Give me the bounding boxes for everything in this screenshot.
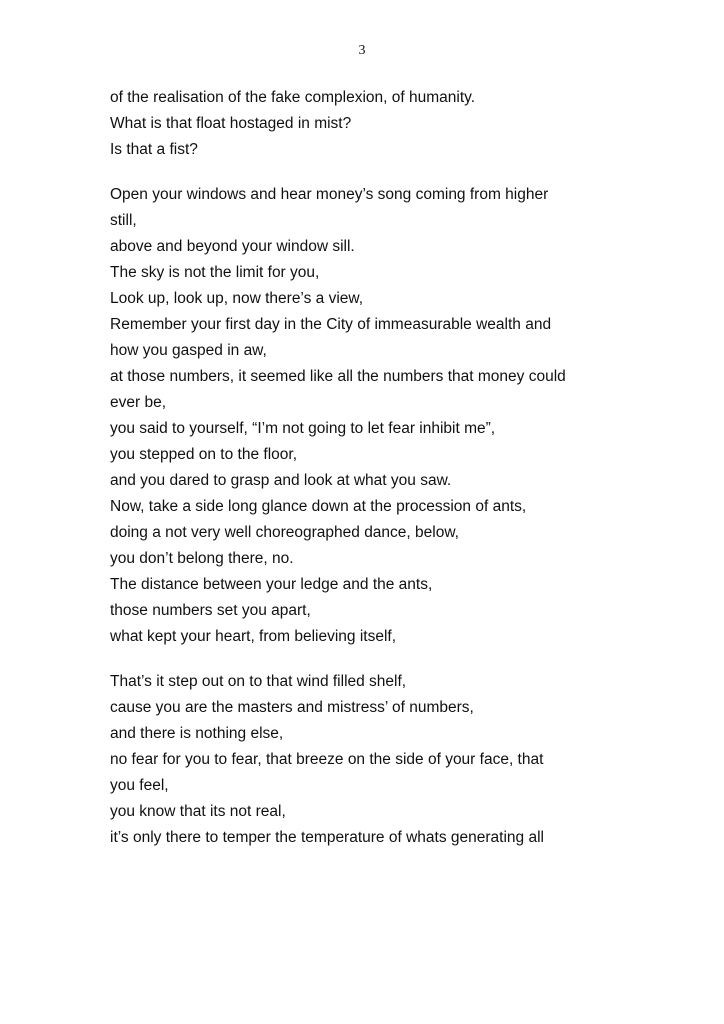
poem-line: of the realisation of the fake complexion, of humanity. xyxy=(110,89,476,106)
poem-line: at those numbers, it seemed like all the numbers that money could xyxy=(110,368,566,385)
stanza-1 xyxy=(110,85,610,163)
poem-line: doing a not very well choreographed dance, below, xyxy=(110,524,459,541)
poem-line: Remember your first day in the City of immeasurable wealth and xyxy=(110,316,552,333)
poem-line: and you dared to grasp and look at what you saw. xyxy=(110,472,452,489)
poem-line: What is that float hostaged in mist? xyxy=(110,115,352,132)
poem-line: and there is nothing else, xyxy=(110,725,284,742)
poem-line: those numbers set you apart, xyxy=(110,602,311,619)
stanza-2 xyxy=(110,182,610,650)
poem-line: Look up, look up, now there’s a view, xyxy=(110,290,364,307)
poem-line: The distance between your ledge and the ants, xyxy=(110,576,433,593)
stanza-3 xyxy=(110,669,610,851)
poem-line: still, xyxy=(110,212,137,229)
poem-line: you don’t belong there, no. xyxy=(110,550,294,567)
poem-line: The sky is not the limit for you, xyxy=(110,264,320,281)
poem-line: Open your windows and hear money’s song coming from higher xyxy=(110,186,549,203)
poem-line: cause you are the masters and mistress’ of numbers, xyxy=(110,699,474,716)
page-number: 3 xyxy=(358,43,366,58)
poem-line: you said to yourself, “I’m not going to let fear inhibit me”, xyxy=(110,420,496,437)
poem-body xyxy=(110,85,610,851)
poem-line: above and beyond your window sill. xyxy=(110,238,355,255)
poem-line: you know that its not real, xyxy=(110,803,286,820)
poem-line: Is that a fist? xyxy=(110,141,198,158)
poem-line: it’s only there to temper the temperature of whats generating all xyxy=(110,829,544,846)
poem-line: what kept your heart, from believing itself, xyxy=(110,628,397,645)
poem-line: no fear for you to fear, that breeze on the side of your face, that xyxy=(110,751,544,768)
poem-line: you feel, xyxy=(110,777,169,794)
poem-line: how you gasped in aw, xyxy=(110,342,267,359)
poem-line: ever be, xyxy=(110,394,167,411)
poem-line: Now, take a side long glance down at the procession of ants, xyxy=(110,498,527,515)
poem-line: you stepped on to the floor, xyxy=(110,446,297,463)
poem-line: That’s it step out on to that wind filled shelf, xyxy=(110,673,407,690)
